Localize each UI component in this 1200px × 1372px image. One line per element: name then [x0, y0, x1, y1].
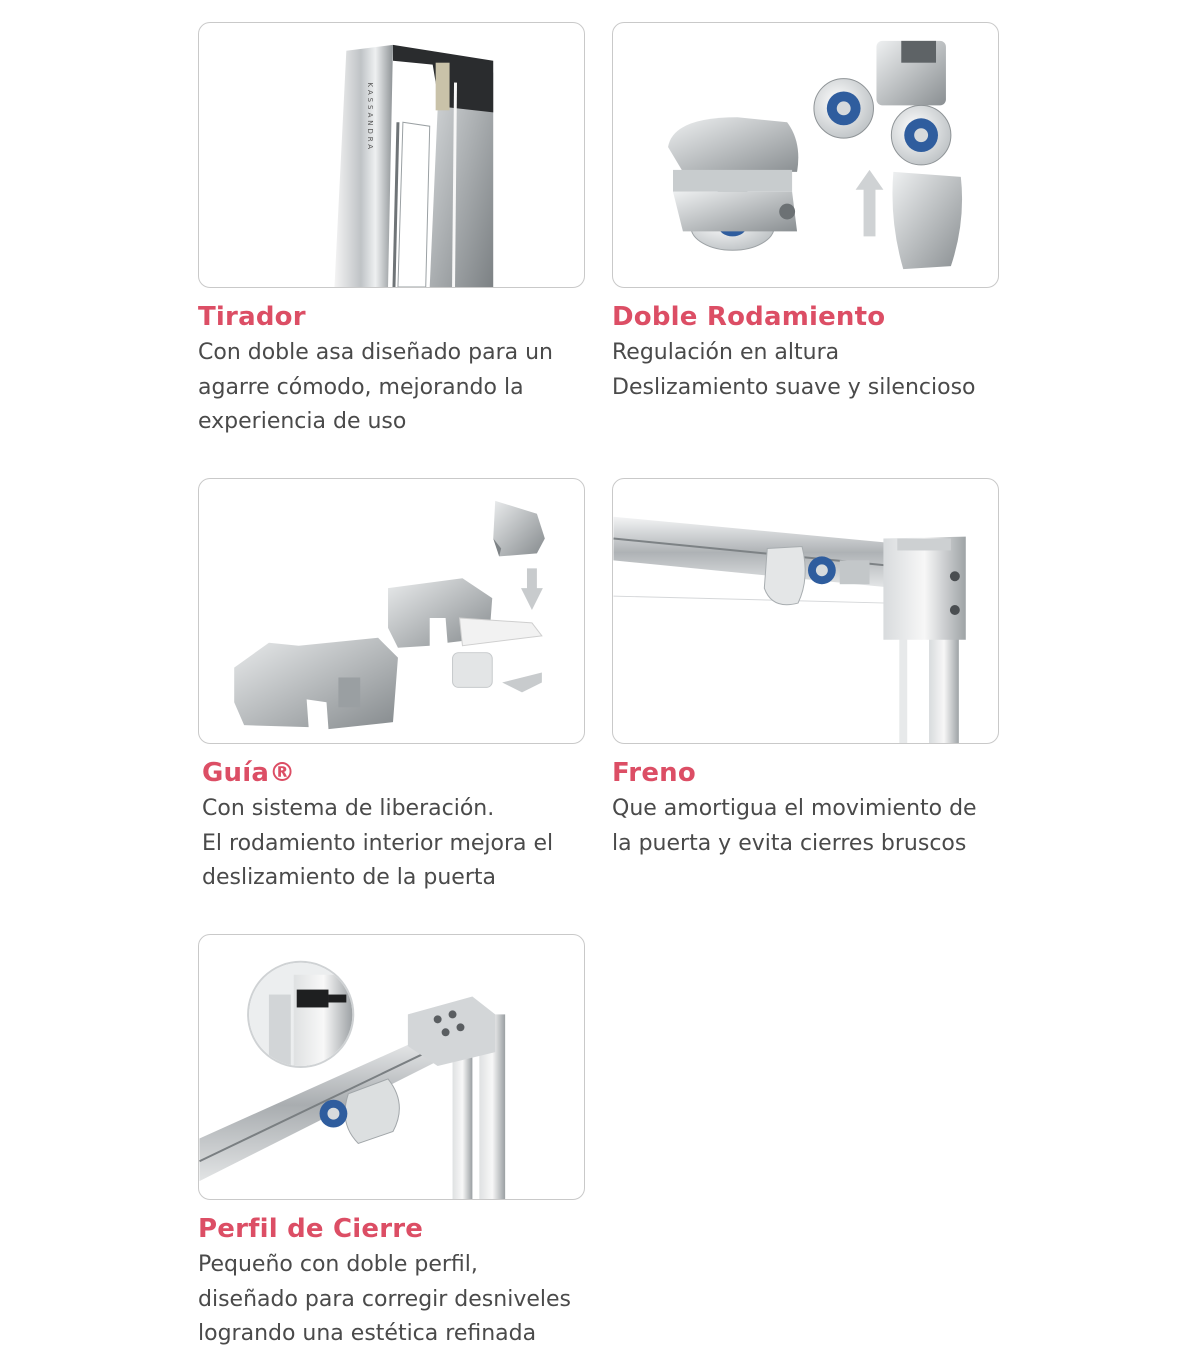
feature-card-tirador	[198, 22, 587, 440]
brand-mark: KASSANDRA	[366, 82, 375, 153]
profile-illustration	[199, 935, 584, 1199]
feature-title: Doble Rodamiento	[612, 302, 886, 332]
roller-illustration	[613, 23, 998, 287]
product-image-freno	[612, 478, 999, 744]
feature-description: Que amortigua el movimiento de la puerta y evita cierres bruscos	[612, 796, 977, 856]
product-image-tirador	[198, 22, 585, 288]
feature-card-doble-rodamiento	[612, 22, 1001, 405]
feature-title: Perfil de Cierre	[198, 1214, 424, 1244]
feature-description: Pequeño con doble perfil, diseñado para corregir desniveles logrando una estética refinada	[198, 1252, 571, 1346]
feature-card-guia	[198, 478, 587, 896]
feature-title: Freno	[612, 758, 696, 788]
handle-illustration	[199, 23, 584, 287]
feature-card-freno	[612, 478, 1001, 861]
feature-title: Guía®	[202, 758, 296, 788]
brake-illustration	[613, 479, 998, 743]
feature-title: Tirador	[198, 302, 306, 332]
guide-illustration	[199, 479, 584, 743]
feature-description: Con sistema de liberación. El rodamiento interior mejora el deslizamiento de la puerta	[202, 796, 554, 890]
feature-description: Con doble asa diseñado para un agarre cómodo, mejorando la experiencia de uso	[198, 340, 553, 434]
product-image-guia	[198, 478, 585, 744]
feature-description: Regulación en altura Deslizamiento suave y silencioso	[612, 340, 976, 400]
product-image-doble-rodamiento	[612, 22, 999, 288]
feature-card-perfil-de-cierre	[198, 934, 587, 1352]
product-image-perfil-de-cierre	[198, 934, 585, 1200]
